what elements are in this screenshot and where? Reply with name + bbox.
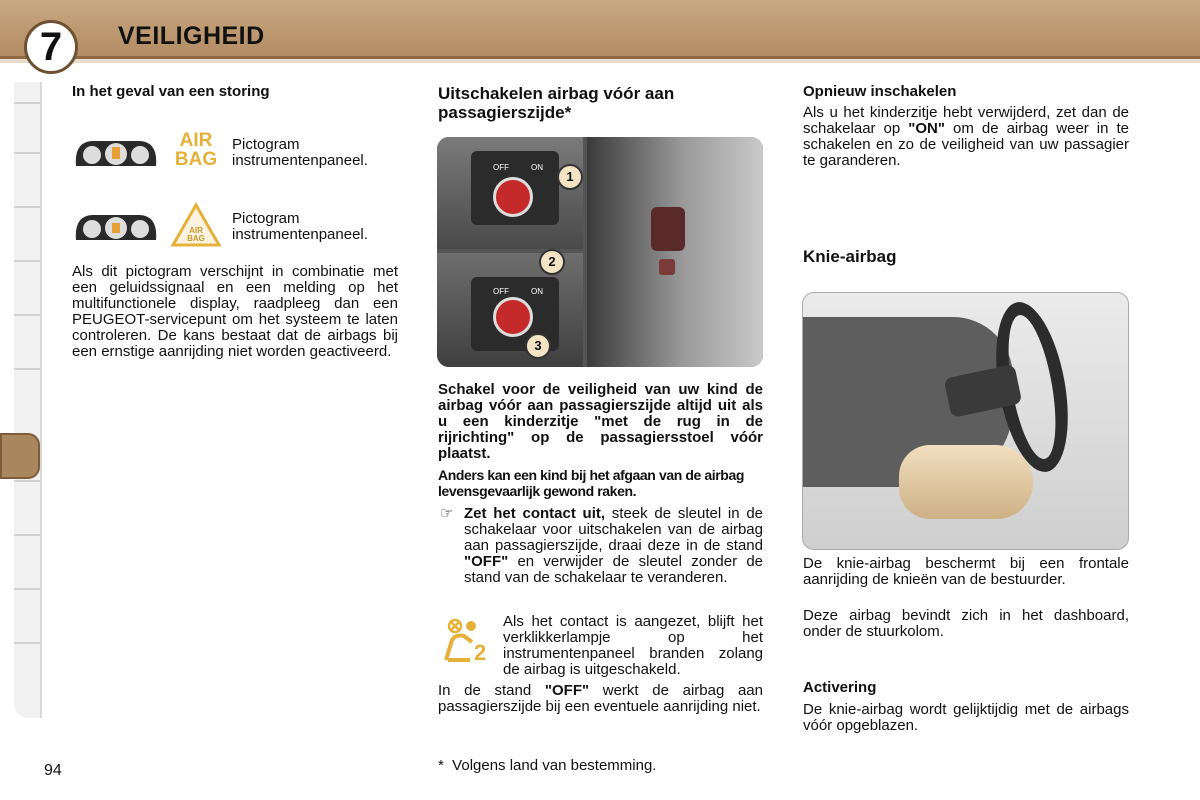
- airbag-warning-icon: AIR BAG: [174, 130, 218, 170]
- airbag-triangle-icon: AIR BAG: [170, 202, 222, 248]
- knee-airbag-text-1: De knie-airbag beschermt bij een frontale aanrijding de knieën van de bestuurder.: [803, 555, 1129, 588]
- passenger-airbag-off-icon: 2: [438, 616, 494, 668]
- knee-airbag-heading: Knie-airbag: [803, 247, 897, 266]
- child-seat-warning: Schakel voor de veiligheid van uw kind de airbag vóór aan passagierszijde altijd uit als u een kinderzitje "met de rug in de rijrichting" op de passagiersstoel vóór plaatst.: [438, 381, 763, 462]
- switch-off-label: OFF: [493, 287, 509, 296]
- child-injury-warning: Anders kan een kind bij het afgaan van de airbag levensgevaarlijk gewond raken.: [438, 467, 744, 499]
- chapter-tab-active[interactable]: [0, 433, 40, 479]
- switch-off-label: OFF: [493, 163, 509, 172]
- header-shadow: [0, 59, 1200, 63]
- airbag-off-heading: Uitschakelen airbag vóór aan passagierszijde*: [438, 84, 675, 122]
- chapter-title: VEILIGHEID: [118, 22, 265, 50]
- storing-body: Als dit pictogram verschijnt in combinatie met een geluidssignaal en een melding op het multifunctionele display, raadpleeg dan een PEUGEOT-servicepunt om het systeem te laten controleren. De kans bestaat dat de airbags bij een ernstige aanrijding niet worden geactiveerd.: [72, 263, 398, 360]
- callout-2: 2: [539, 249, 565, 275]
- footnote: * Volgens land van bestemming.: [438, 757, 657, 774]
- switch-on-label: ON: [531, 163, 543, 172]
- lamp-info: Als het contact is aangezet, blijft het verklikkerlampje op het instrumentenpaneel branden zolang de airbag is uitgeschakeld.: [503, 613, 763, 678]
- pointing-hand-icon: ☞: [440, 505, 454, 522]
- callout-3: 3: [525, 333, 551, 359]
- dashboard-gauge-icon: [72, 210, 160, 244]
- switch-on-label: ON: [531, 287, 543, 296]
- picto2-label: Pictogram instrumentenpaneel.: [232, 210, 368, 243]
- picto1-label: Pictogram instrumentenpaneel.: [232, 136, 368, 169]
- storing-heading: In het geval van een storing: [72, 83, 270, 100]
- knee-airbag-text-2: Deze airbag bevindt zich in het dashboard, onder de stuurkolom.: [803, 607, 1129, 640]
- activation-heading: Activering: [803, 679, 877, 696]
- knee-airbag-photo: [802, 292, 1129, 550]
- switch-instruction: Zet het contact uit, steek de sleutel in de schakelaar voor uitschakelen van de airbag aan passagierszijde, draai deze in de stand "OFF" en verwijder de sleutel zonder de stand van de schakelaar te veranderen.: [464, 505, 764, 586]
- dashboard-gauge-icon: [72, 136, 160, 170]
- activation-text: De knie-airbag wordt gelijktijdig met de airbags vóór opgeblazen.: [803, 701, 1129, 734]
- reactivate-text: Als u het kinderzitje hebt verwijderd, zet dan de schakelaar op "ON" om de airbag weer in te schakelen en zo de veiligheid van uw passagier te garanderen.: [803, 104, 1130, 169]
- reactivate-heading: Opnieuw inschakelen: [803, 83, 957, 100]
- chapter-number: 7: [24, 20, 78, 74]
- chapter-side-rail: [14, 82, 42, 718]
- callout-1: 1: [557, 164, 583, 190]
- airbag-switch-photo: [437, 137, 763, 367]
- off-position-note: In de stand "OFF" werkt de airbag aan passagierszijde bij een eventuele aanrijding niet.: [438, 682, 763, 715]
- page-number: 94: [44, 762, 62, 779]
